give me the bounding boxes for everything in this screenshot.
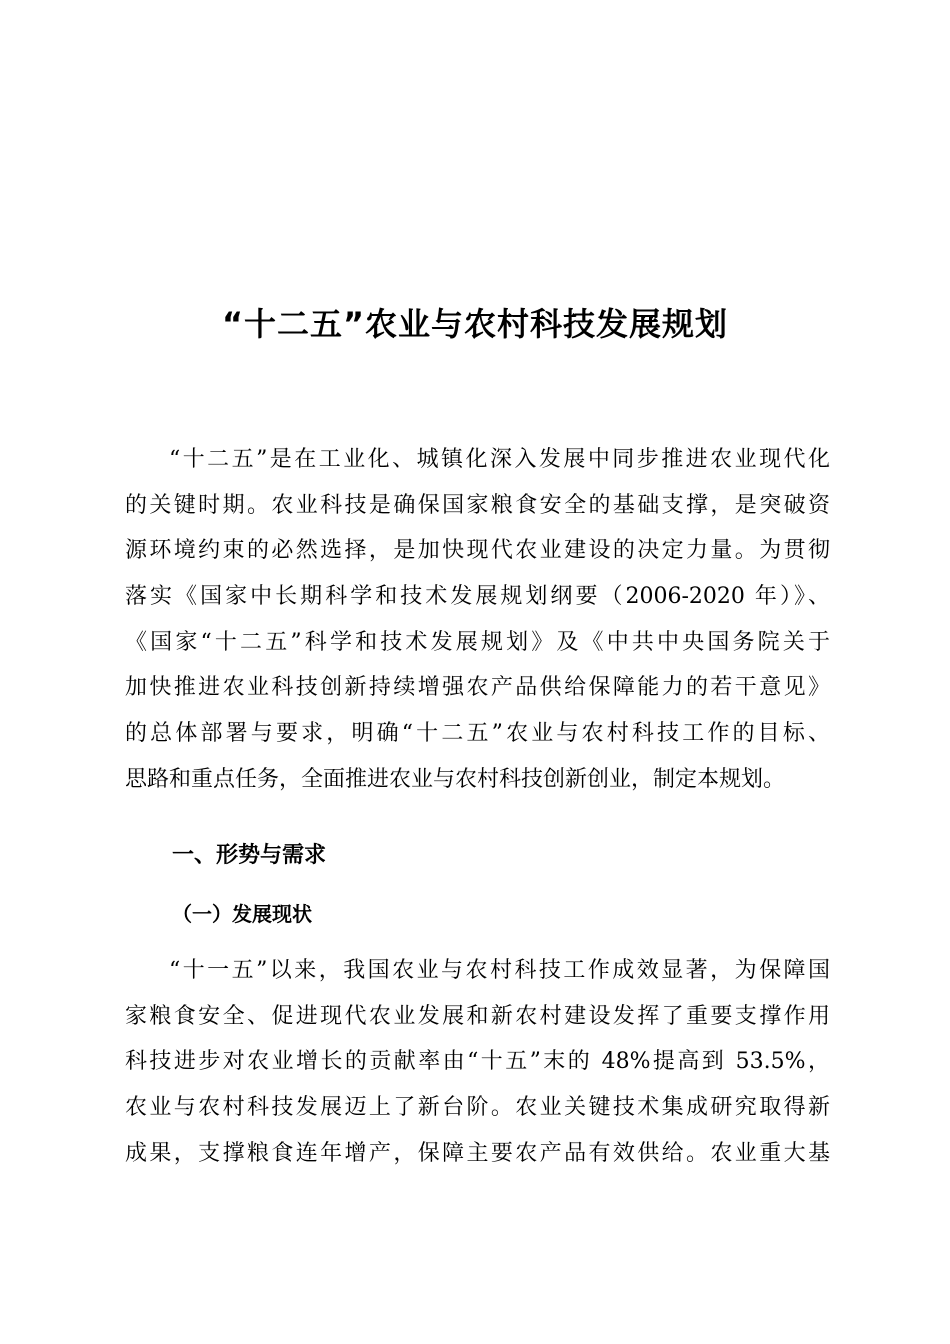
- intro-line: 的总体部署与要求，明确“十二五”农业与农村科技工作的目标、: [125, 721, 830, 747]
- status-line: “十一五”以来，我国农业与农村科技工作成效显著，为保障国: [169, 958, 830, 983]
- intro-line: 源环境约束的必然选择，是加快现代农业建设的决定力量。为贯彻: [125, 538, 830, 564]
- intro-line: “十二五”是在工业化、城镇化深入发展中同步推进农业现代化: [169, 447, 830, 472]
- intro-line: 的关键时期。农业科技是确保国家粮食安全的基础支撑，是突破资: [125, 492, 830, 518]
- intro-paragraph: [125, 437, 830, 803]
- status-paragraph: [125, 948, 830, 1176]
- document-title: “十二五”农业与农村科技发展规划: [221, 305, 729, 343]
- status-line: 成果，支撑粮食连年增产，保障主要农产品有效供给。农业重大基: [125, 1140, 830, 1166]
- intro-line: 《国家“十二五”科学和技术发展规划》及《中共中央国务院关于: [125, 629, 830, 655]
- subsection-heading: （一）发展现状: [172, 902, 312, 926]
- status-line: 农业与农村科技发展迈上了新台阶。农业关键技术集成研究取得新: [125, 1095, 830, 1121]
- status-line: 科技进步对农业增长的贡献率由“十五”末的 48%提高到 53.5%，: [125, 1049, 830, 1075]
- intro-line: 加快推进农业科技创新持续增强农产品供给保障能力的若干意见》: [125, 675, 830, 701]
- intro-line: 思路和重点任务，全面推进农业与农村科技创新创业，制定本规划。: [125, 766, 786, 792]
- status-line: 家粮食安全、促进现代农业发展和新农村建设发挥了重要支撑作用: [125, 1003, 830, 1029]
- section-heading: 一、形势与需求: [172, 843, 327, 868]
- intro-line: 落实《国家中长期科学和技术发展规划纲要（2006-2020 年）》、: [125, 584, 830, 610]
